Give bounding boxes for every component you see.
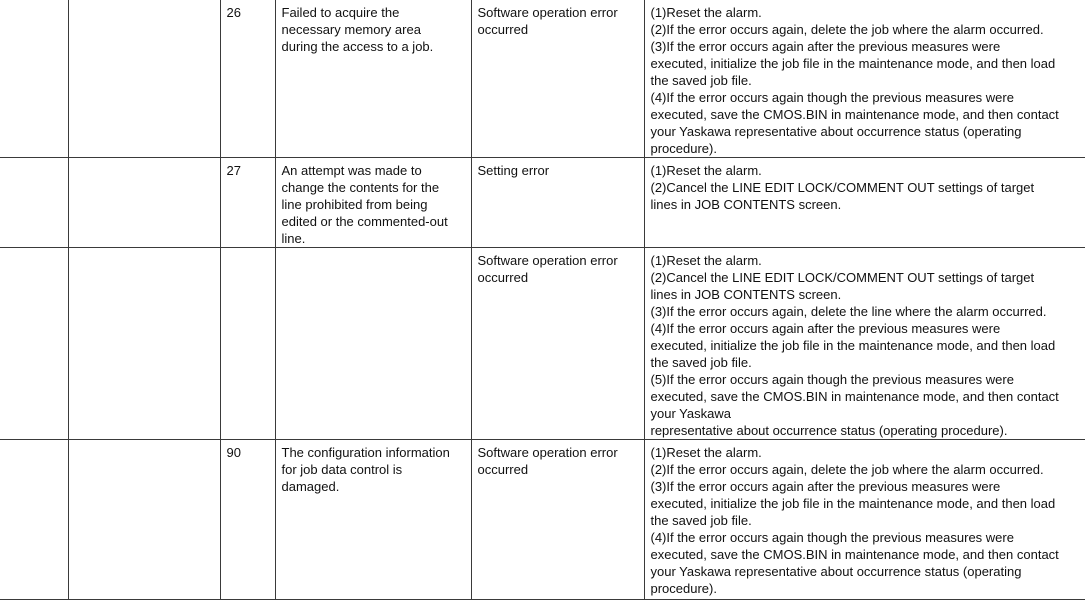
alarm-name-cell: [68, 248, 220, 440]
cause-cell: Software operation error occurred: [471, 248, 644, 440]
cause-cell: Software operation error occurred: [471, 440, 644, 600]
description-cell: The configuration information for job data control is damaged.: [275, 440, 471, 600]
sub-code-cell: 90: [220, 440, 275, 600]
alarm-name-cell: [68, 158, 220, 248]
sub-code-cell: 26: [220, 0, 275, 158]
sub-code-cell: [220, 248, 275, 440]
table-row: [0, 0, 1085, 158]
alarm-number-cell: [0, 440, 68, 600]
alarm-number-cell: [0, 0, 68, 158]
table-row: [0, 440, 1085, 600]
table-row: [0, 248, 1085, 440]
table-row: [0, 158, 1085, 248]
description-cell: Failed to acquire the necessary memory area during the access to a job.: [275, 0, 471, 158]
remedy-cell: (1)Reset the alarm. (2)Cancel the LINE EDIT LOCK/COMMENT OUT settings of target lines in JOB CONTENTS screen. (3)If the error occurs again, delete the line where the alarm occurred. (4)If the error occurs again after the previous measures were executed, initialize the job file in the maintenance mode, and then load the saved job file. (5)If the error occurs again though the previous measures were executed, save the CMOS.BIN in maintenance mode, and then contact your Yaskawa representative about occurrence status (operating procedure).: [644, 248, 1085, 440]
alarm-name-cell: [68, 440, 220, 600]
alarm-name-cell: [68, 0, 220, 158]
alarm-number-cell: [0, 248, 68, 440]
cause-cell: Software operation error occurred: [471, 0, 644, 158]
remedy-cell: (1)Reset the alarm. (2)Cancel the LINE EDIT LOCK/COMMENT OUT settings of target lines in JOB CONTENTS screen.: [644, 158, 1085, 248]
description-cell: An attempt was made to change the contents for the line prohibited from being edited or the commented-out line.: [275, 158, 471, 248]
cause-cell: Setting error: [471, 158, 644, 248]
remedy-cell: (1)Reset the alarm. (2)If the error occurs again, delete the job where the alarm occurred. (3)If the error occurs again after the previous measures were executed, initialize the job file in the maintenance mode, and then load the saved job file. (4)If the error occurs again though the previous measures were executed, save the CMOS.BIN in maintenance mode, and then contact your Yaskawa representative about occurrence status (operating procedure).: [644, 0, 1085, 158]
remedy-cell: (1)Reset the alarm. (2)If the error occurs again, delete the job where the alarm occurred. (3)If the error occurs again after the previous measures were executed, initialize the job file in the maintenance mode, and then load the saved job file. (4)If the error occurs again though the previous measures were executed, save the CMOS.BIN in maintenance mode, and then contact your Yaskawa representative about occurrence status (operating procedure).: [644, 440, 1085, 600]
description-cell: [275, 248, 471, 440]
sub-code-cell: 27: [220, 158, 275, 248]
alarm-number-cell: [0, 158, 68, 248]
